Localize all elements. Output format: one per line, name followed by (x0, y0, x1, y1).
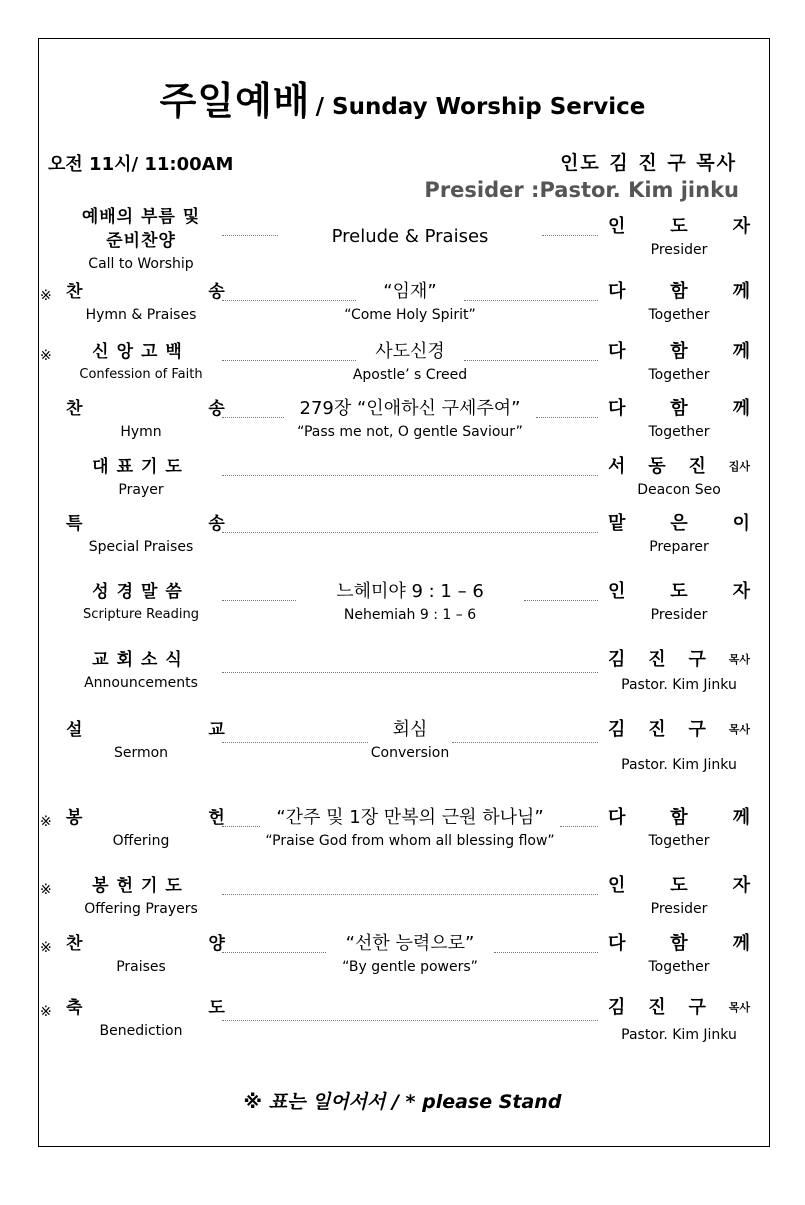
item-content (240, 280, 580, 326)
item-content (240, 340, 580, 386)
item-content-main: “임재” (383, 281, 437, 302)
item-responsible (608, 280, 750, 323)
item-label-korean: 찬 송 (66, 282, 285, 302)
item-content-sub: “By gentle powers” (342, 959, 478, 975)
stand-mark: ※ (40, 940, 52, 956)
item-label (66, 806, 285, 852)
item-content (240, 397, 580, 443)
responsible-char: 께 (732, 341, 750, 362)
responsible-english: Preparer (649, 539, 709, 555)
responsible-char: 이 (732, 513, 750, 534)
responsible-english: Together (648, 307, 710, 323)
item-label-korean: 대표기도 (92, 457, 190, 477)
item-label (66, 512, 285, 558)
item-label-korean: 특 송 (66, 514, 285, 534)
responsible-title: 목사 (728, 723, 750, 736)
worship-item (0, 874, 805, 934)
leader-dots (222, 672, 598, 673)
leader-dots (222, 952, 326, 953)
item-content-sub: Conversion (370, 745, 450, 761)
leader-dots (222, 532, 598, 533)
leader-dots (222, 235, 278, 236)
responsible-char: 진 (688, 456, 706, 477)
item-label-english: Scripture Reading (83, 607, 199, 622)
responsible-english: Together (648, 833, 710, 849)
stand-note: ※ 표는 일어서서 / * please Stand (243, 1091, 562, 1113)
leader-dots (222, 600, 296, 601)
responsible-char: 자 (732, 216, 750, 237)
responsible-char: 다 (608, 398, 626, 419)
responsible-english: Pastor. Kim Jinku (621, 677, 737, 693)
leader-dots (464, 300, 598, 301)
responsible-char: 김 (608, 719, 626, 740)
responsible-char: 께 (732, 281, 750, 302)
responsible-english: Pastor. Kim Jinku (621, 1027, 737, 1043)
stand-mark: ※ (40, 288, 52, 304)
responsible-char: 함 (670, 398, 688, 419)
responsible-title: 집사 (728, 460, 750, 473)
worship-item (0, 580, 805, 640)
responsible-char: 진 (648, 719, 666, 740)
responsible-char: 은 (670, 513, 688, 534)
responsible-char: 께 (732, 398, 750, 419)
item-content-sub: “Come Holy Spirit” (344, 307, 476, 323)
item-content-sub: “Praise God from whom all blessing flow” (265, 833, 555, 849)
responsible-korean (608, 996, 750, 1020)
responsible-char: 진 (648, 649, 666, 670)
responsible-english: Together (648, 367, 710, 383)
responsible-english: Presider (650, 901, 708, 917)
item-content-main: 느헤미야 9 : 1 – 6 (336, 581, 484, 602)
worship-item (0, 280, 805, 340)
leader-dots (464, 360, 598, 361)
item-content-main: “선한 능력으로” (345, 933, 475, 954)
item-label-english: Offering Prayers (84, 901, 198, 917)
responsible-char: 함 (670, 281, 688, 302)
responsible-char: 김 (608, 649, 626, 670)
worship-item (0, 397, 805, 457)
leader-dots (222, 300, 356, 301)
responsible-korean (608, 340, 750, 364)
responsible-char: 도 (670, 875, 688, 896)
stand-mark: ※ (40, 1004, 52, 1020)
item-label-korean: 축 도 (66, 998, 285, 1018)
leader-dots (452, 742, 598, 743)
item-label-english: Hymn & Praises (85, 307, 197, 323)
worship-item (0, 340, 805, 400)
item-label-english: Praises (116, 959, 166, 975)
item-label (66, 340, 216, 386)
responsible-english: Deacon Seo (637, 482, 721, 498)
leader-dots (222, 475, 598, 476)
leader-dots (542, 235, 598, 236)
worship-item (0, 996, 805, 1056)
item-responsible (608, 455, 750, 498)
item-label (66, 874, 216, 920)
leader-dots (536, 417, 598, 418)
item-responsible (608, 648, 750, 693)
item-content-main: 사도신경 (375, 341, 445, 362)
item-label-korean: 교회소식 (92, 650, 190, 670)
responsible-char: 다 (608, 281, 626, 302)
item-label (66, 932, 285, 978)
responsible-korean (608, 280, 750, 304)
responsible-char: 동 (648, 456, 666, 477)
item-content-main: 279장 “인애하신 구세주여” (299, 398, 521, 419)
item-label-korean: 찬 송 (66, 399, 285, 419)
stand-mark: ※ (40, 814, 52, 830)
item-label-english: Call to Worship (88, 256, 194, 272)
item-label-korean: 예배의 부름 및 준비찬양 (81, 207, 201, 251)
responsible-char: 함 (670, 807, 688, 828)
responsible-english: Presider (650, 607, 708, 623)
responsible-char: 맡 (608, 513, 626, 534)
responsible-korean (608, 455, 750, 479)
presider-english: Presider :Pastor. Kim jinku (424, 178, 739, 202)
responsible-title: 목사 (728, 1001, 750, 1014)
leader-dots (222, 360, 356, 361)
responsible-korean (608, 932, 750, 956)
responsible-char: 자 (732, 875, 750, 896)
item-responsible (608, 580, 750, 623)
responsible-char: 구 (688, 997, 706, 1018)
responsible-korean (608, 806, 750, 830)
responsible-char: 다 (608, 807, 626, 828)
worship-item (0, 648, 805, 708)
responsible-english: Presider (650, 242, 708, 258)
responsible-english: Together (648, 424, 710, 440)
responsible-char: 자 (732, 581, 750, 602)
item-label-english: Benediction (99, 1023, 183, 1039)
worship-item (0, 512, 805, 572)
responsible-korean (608, 580, 750, 604)
item-content-main: Prelude & Praises (331, 226, 489, 247)
responsible-char: 함 (670, 933, 688, 954)
item-responsible (608, 397, 750, 440)
item-responsible (608, 718, 750, 773)
service-time: 오전 11시/ 11:00AM (48, 154, 234, 175)
item-label (66, 718, 285, 764)
item-responsible (608, 340, 750, 383)
leader-dots (494, 952, 598, 953)
leader-dots (222, 1020, 598, 1021)
responsible-char: 구 (688, 649, 706, 670)
item-label-english: Hymn (120, 424, 162, 440)
item-label-english: Sermon (113, 745, 169, 761)
item-content-main: 회심 (392, 719, 428, 740)
item-label-english: Announcements (84, 675, 198, 691)
worship-item (0, 455, 805, 515)
item-content (240, 932, 580, 978)
item-label (66, 205, 216, 275)
item-label (66, 996, 285, 1042)
title-english: / Sunday Worship Service (315, 94, 646, 120)
leader-dots (222, 894, 598, 895)
responsible-korean (608, 718, 750, 742)
responsible-title: 목사 (728, 653, 750, 666)
leader-dots (222, 417, 284, 418)
item-label (66, 397, 285, 443)
leader-dots (524, 600, 598, 601)
item-content (240, 225, 580, 249)
item-label-english: Offering (112, 833, 170, 849)
item-content-sub: Nehemiah 9 : 1 – 6 (343, 607, 477, 623)
responsible-char: 도 (670, 216, 688, 237)
responsible-char: 다 (608, 933, 626, 954)
worship-item (0, 932, 805, 992)
item-responsible (608, 215, 750, 258)
stand-mark: ※ (40, 882, 52, 898)
item-content-sub: “Pass me not, O gentle Saviour” (297, 424, 523, 440)
responsible-char: 인 (608, 875, 626, 896)
responsible-char: 구 (688, 719, 706, 740)
item-content (240, 718, 580, 764)
responsible-korean (608, 874, 750, 898)
responsible-char: 함 (670, 341, 688, 362)
item-label-english: Confession of Faith (79, 367, 203, 382)
presider-korean: 인도 김 진 구 목사 (560, 152, 737, 174)
item-content-main: “간주 및 1장 만복의 근원 하나님” (276, 807, 544, 828)
item-label-english: Special Praises (88, 539, 194, 555)
responsible-korean (608, 215, 750, 239)
worship-item (0, 205, 805, 272)
responsible-char: 께 (732, 807, 750, 828)
responsible-english: Together (648, 959, 710, 975)
item-label-korean: 설 교 (66, 720, 285, 740)
responsible-char: 다 (608, 341, 626, 362)
item-label-korean: 봉 헌 (66, 808, 285, 828)
title-korean: 주일예배 (159, 79, 311, 123)
responsible-char: 인 (608, 581, 626, 602)
page-title (0, 70, 805, 125)
responsible-char: 진 (648, 997, 666, 1018)
item-label (66, 280, 285, 326)
item-label-korean: 봉헌기도 (92, 876, 190, 896)
item-content-sub: Apostle’ s Creed (352, 367, 468, 383)
responsible-english: Pastor. Kim Jinku (621, 757, 737, 773)
item-label (66, 580, 216, 626)
item-label-korean: 성경말씀 (92, 582, 190, 602)
worship-item (0, 806, 805, 866)
item-responsible (608, 996, 750, 1043)
responsible-char: 서 (608, 456, 626, 477)
item-responsible (608, 806, 750, 849)
leader-dots (560, 826, 598, 827)
responsible-char: 인 (608, 216, 626, 237)
responsible-char: 도 (670, 581, 688, 602)
responsible-char: 김 (608, 997, 626, 1018)
item-responsible (608, 932, 750, 975)
responsible-korean (608, 648, 750, 672)
item-label (66, 648, 216, 694)
item-label-english: Prayer (118, 482, 164, 498)
responsible-char: 께 (732, 933, 750, 954)
item-content (240, 806, 580, 852)
item-content (240, 580, 580, 626)
responsible-korean (608, 512, 750, 536)
item-label (66, 455, 216, 501)
item-responsible (608, 874, 750, 917)
item-label-korean: 신앙고백 (92, 342, 190, 362)
responsible-korean (608, 397, 750, 421)
worship-item (0, 718, 805, 778)
item-label-korean: 찬 양 (66, 934, 285, 954)
item-responsible (608, 512, 750, 555)
stand-mark: ※ (40, 348, 52, 364)
leader-dots (222, 742, 368, 743)
leader-dots (222, 826, 260, 827)
